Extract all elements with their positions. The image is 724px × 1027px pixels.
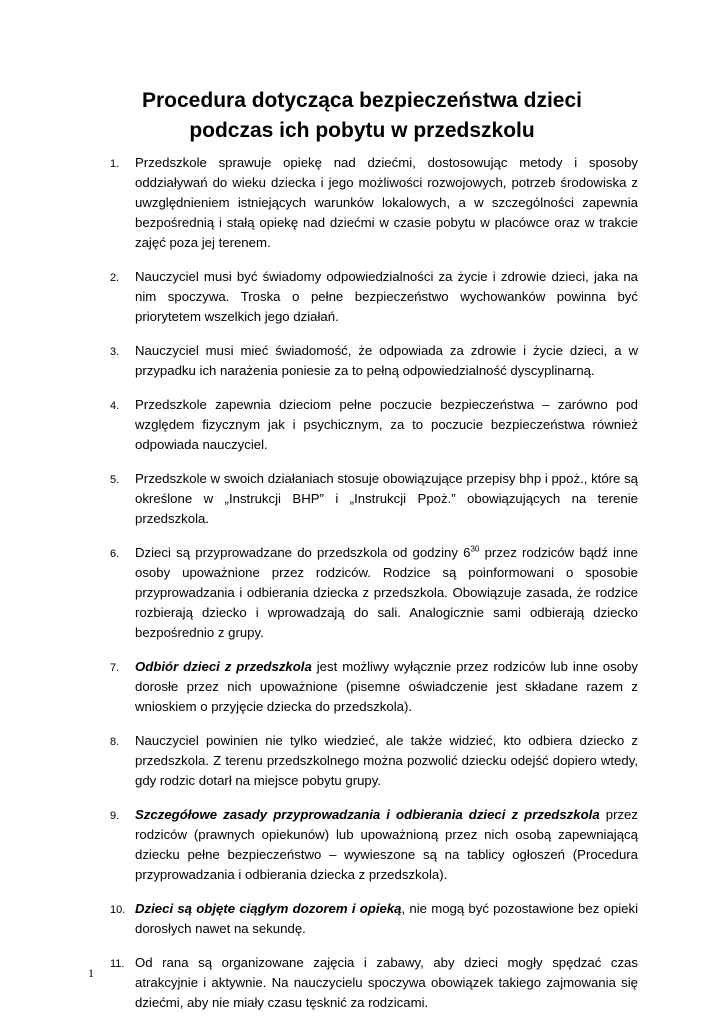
- list-item: [0, 469, 724, 529]
- item-number: 4.: [110, 400, 120, 412]
- list-item: [0, 731, 724, 791]
- list-item: [0, 543, 724, 643]
- list-item: [0, 395, 724, 455]
- item-text: [135, 395, 638, 455]
- item-text: [135, 899, 638, 939]
- item-number: 6.: [110, 548, 120, 560]
- item-emphasis: Szczegółowe zasady przyprowadzania i odbierania dzieci z przedszkola: [135, 807, 600, 822]
- list-item: [0, 153, 724, 253]
- document-title: [60, 86, 664, 146]
- item-text: [135, 543, 638, 643]
- item-body: Od rana są organizowane zajęcia i zabawy, aby dzieci mogły spędzać czas atrakcyjnie i aktywnie. Na nauczycielu spoczywa obowiązek takiego zajmowania się dziećmi, aby nie miały czasu tęsknić za rodzicami.: [135, 955, 638, 1010]
- item-text: [135, 267, 638, 327]
- item-number: 5.: [110, 474, 120, 486]
- item-text: [135, 341, 638, 381]
- item-text: [135, 953, 638, 1013]
- item-body: jest możliwy wyłącznie przez rodziców lub inne osoby dorosłe przez nich upoważnione (pisemne oświadczenie jest składane razem z wnioskiem o przyjęcie dziecka do przedszkola).: [135, 659, 638, 714]
- item-body: Nauczyciel powinien nie tylko wiedzieć, ale także widzieć, kto odbiera dziecko z przedszkola. Z terenu przedszkolnego można pozwolić dziecku odejść dopiero wtedy, gdy rodzic dotarł na miejsce pobytu grupy.: [135, 733, 638, 788]
- item-number: 1.: [110, 158, 120, 170]
- item-body-start: Dzieci są przyprowadzane do przedszkola od godziny 6: [135, 545, 471, 560]
- item-number: 7.: [110, 662, 120, 674]
- procedure-list: [0, 153, 724, 1027]
- item-body: , nie mogą być pozostawione bez opieki dorosłych nawet na sekundę.: [135, 901, 639, 936]
- item-emphasis: Dzieci są objęte ciągłym dozorem i opieką: [135, 901, 402, 916]
- item-number: 2.: [110, 272, 120, 284]
- item-number: 10.: [110, 904, 126, 916]
- item-body: przez rodziców (prawnych opiekunów) lub upoważnioną przez nich osobą zapewniającą dziecku pełne bezpieczeństwo – wywieszone są na tablicy ogłoszeń (Procedura przyprowadzania i odbierania dziecka z przedszkola).: [135, 807, 638, 882]
- list-item: [0, 657, 724, 717]
- item-body: Nauczyciel musi być świadomy odpowiedzialności za życie i zdrowie dzieci, jaka na nim spoczywa. Troska o pełne bezpieczeństwo wychowanków powinna być priorytetem wszelkich jego działań.: [135, 269, 638, 324]
- item-body: Przedszkole zapewnia dzieciom pełne poczucie bezpieczeństwa – zarówno pod względem fizycznym jak i psychicznym, za to poczucie bezpieczeństwa również odpowiada nauczyciel.: [135, 397, 638, 452]
- list-item: [0, 953, 724, 1013]
- item-number: 9.: [110, 810, 120, 822]
- item-body: Przedszkole w swoich działaniach stosuje obowiązujące przepisy bhp i ppoż., które są określone w „Instrukcji BHP” i „Instrukcji Ppoż.” obowiązujących na terenie przedszkola.: [135, 471, 638, 526]
- item-body: Nauczyciel musi mieć świadomość, że odpowiada za zdrowie i życie dzieci, a w przypadku ich narażenia poniesie za to pełną odpowiedzialność dyscyplinarną.: [135, 343, 638, 378]
- item-text: [135, 731, 638, 791]
- list-item: [0, 805, 724, 885]
- page-number: 1: [88, 966, 94, 980]
- item-number: 3.: [110, 346, 120, 358]
- item-body: Przedszkole sprawuje opiekę nad dziećmi, dostosowując metody i sposoby oddziaływań do wieku dziecka i jego możliwości rozwojowych, potrzeb środowiska z uwzględnieniem istniejących warunków lokalowych, a w szczególności zapewnia bezpośrednią i stałą opiekę nad dziećmi w czasie pobytu w placówce oraz w trakcie zajęć poza jej terenem.: [135, 155, 638, 250]
- item-body-end: przez rodziców bądź inne osoby upoważnione przez rodziców. Rodzice są poinformowani o sposobie przyprowadzania i odbierania dziecka z przedszkola. Obowiązuje zasada, że rodzice rozbierają dziecko i wprowadzają do sali. Analogicznie sami odbierają dziecko bezpośrednio z grupy.: [135, 545, 638, 640]
- item-text: [135, 657, 638, 717]
- item-number: 11.: [110, 958, 125, 970]
- title-line-2: podczas ich pobytu w przedszkolu: [189, 119, 535, 142]
- item-text: [135, 153, 638, 253]
- item-text: [135, 805, 638, 885]
- list-item: [0, 267, 724, 327]
- item-emphasis: Odbiór dzieci z przedszkola: [135, 659, 312, 674]
- title-line-1: Procedura dotycząca bezpieczeństwa dzieci: [142, 89, 582, 112]
- time-superscript: 30: [470, 544, 480, 554]
- list-item: [0, 899, 724, 939]
- list-item: [0, 341, 724, 381]
- item-number: 8.: [110, 736, 120, 748]
- item-text: [135, 469, 638, 529]
